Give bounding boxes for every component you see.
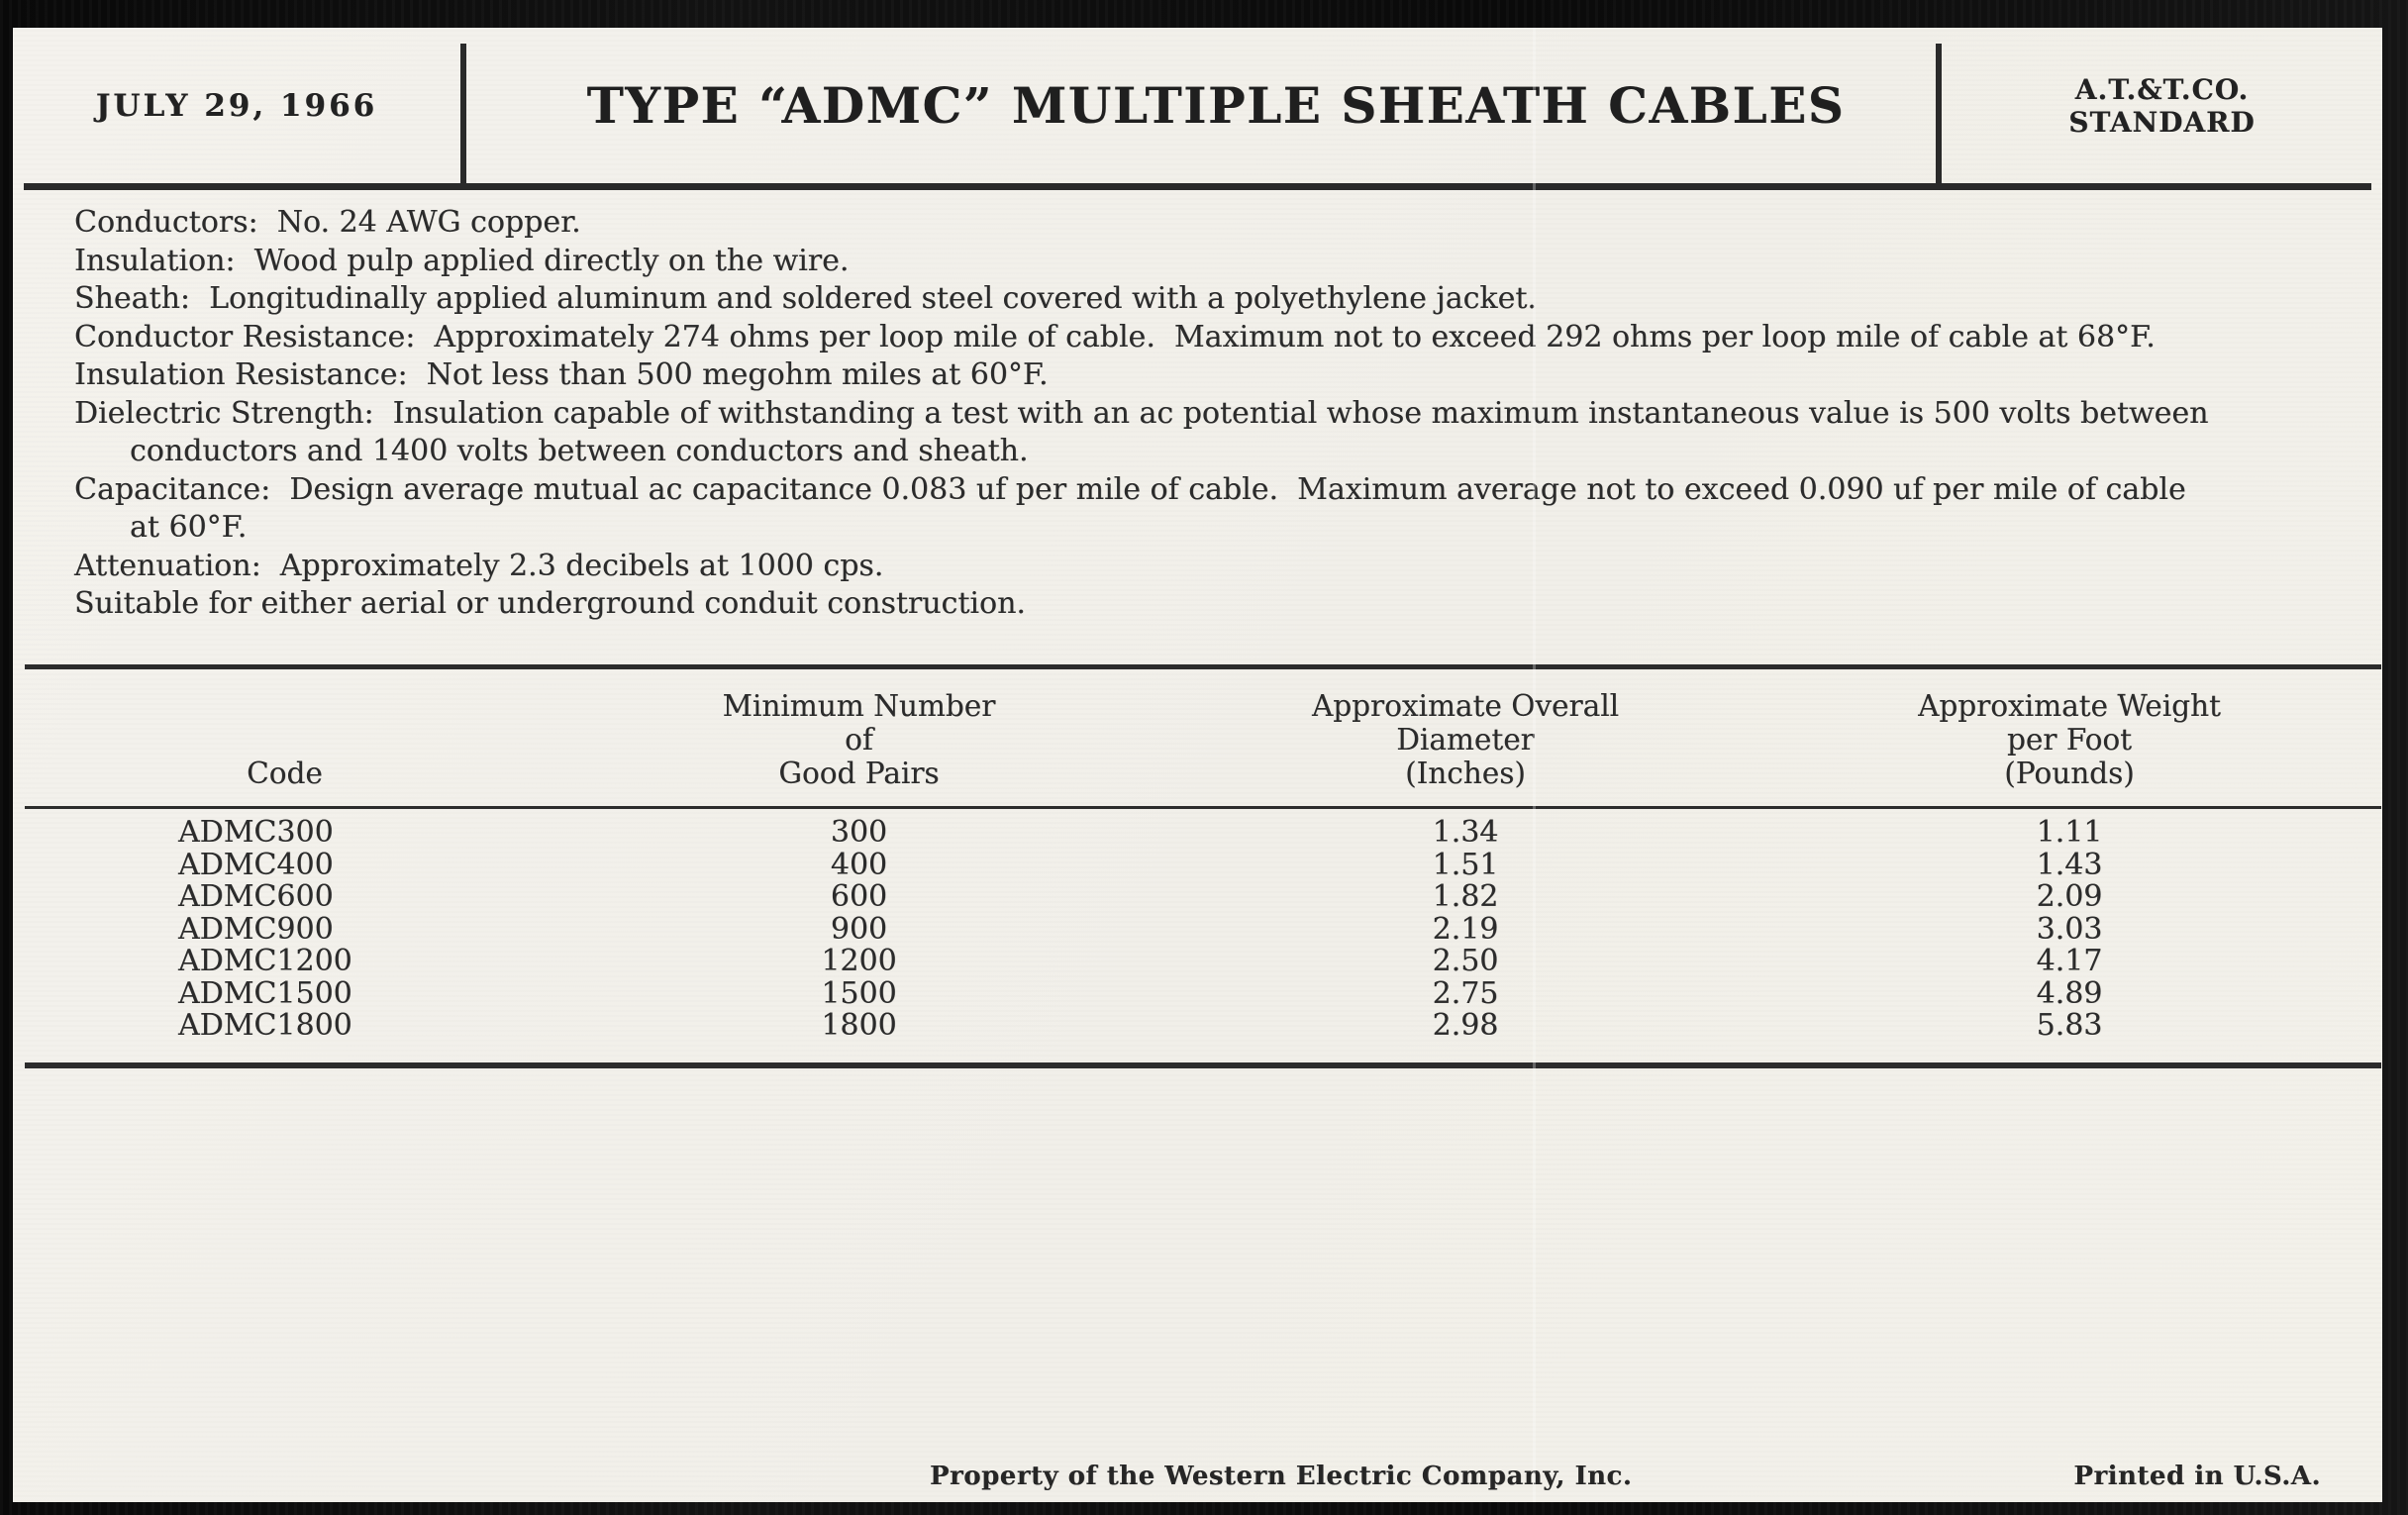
table-cell-code: ADMC900 [178,911,334,947]
table-column-header-line: Code [247,757,323,790]
table-column-header [545,689,1173,790]
table-column-header-line: per Foot [2006,723,2133,757]
table-cell-weight: 3.03 [2036,911,2103,947]
table-cell-code: ADMC300 [178,815,334,850]
issue-date: JULY 29, 1966 [95,87,378,124]
printed-in-usa: Printed in U.S.A. [2073,1462,2321,1491]
table-cell-weight: 4.89 [2036,975,2103,1011]
table-row [25,911,2381,947]
table-cell-weight: 1.11 [2036,815,2103,850]
table-column-header-line: (Inches) [1405,757,1526,790]
table-cell-diameter: 1.82 [1432,879,1499,914]
spec-line: Conductors: No. 24 AWG copper. [74,205,581,240]
table-column-header-line: of [845,723,873,757]
spec-line: Conductor Resistance: Approximately 274 ohms per loop mile of cable. Maximum not to exceed 292 ohms per loop mile of cable at 68°F. [74,319,2156,354]
standard-company: A.T.&T.CO. [2074,72,2250,106]
table-cell-weight: 5.83 [2036,1008,2103,1043]
table-cell-code: ADMC400 [178,847,334,882]
table-column-header [1757,689,2381,790]
table-column-header [25,757,545,790]
masthead [13,28,2382,183]
document-title: TYPE “ADMC” MULTIPLE SHEATH CABLES [586,76,1846,135]
table-cell-pairs: 1800 [821,1008,897,1043]
table-column-header-line: (Pounds) [2004,757,2135,790]
table-row [25,1010,2381,1043]
table-body [25,809,2381,1062]
table-row [25,847,2381,882]
cable-table [25,664,2381,1068]
table-cell-pairs: 400 [830,847,888,882]
table-cell-pairs: 300 [830,815,888,850]
spec-line: Insulation Resistance: Not less than 500 megohm miles at 60°F. [74,357,1049,392]
table-cell-code: ADMC1500 [178,975,352,1011]
spec-line: conductors and 1400 volts between conductors and sheath. [130,434,1029,468]
spec-line: Attenuation: Approximately 2.3 decibels at 1000 cps. [74,548,884,583]
table-column-header-line: Diameter [1396,723,1535,757]
table-column-header-line: Approximate Weight [1918,689,2221,723]
spec-line: Suitable for either aerial or underground conduit construction. [74,586,1026,621]
table-cell-code: ADMC600 [178,879,334,914]
table-column-header-line: Minimum Number [722,689,996,723]
table-cell-weight: 4.17 [2036,944,2103,978]
spec-line: Insulation: Wood pulp applied directly on the wire. [74,243,850,278]
table-cell-diameter: 2.50 [1432,944,1499,978]
table-cell-diameter: 1.34 [1432,815,1499,850]
table-column-header [1173,689,1757,790]
table-cell-diameter: 1.51 [1432,847,1499,882]
table-rule-bottom [25,1062,2381,1068]
spec-line: at 60°F. [130,510,248,545]
spec-line: Sheath: Longitudinally applied aluminum and soldered steel covered with a polyethylene jacket. [74,281,1537,316]
table-cell-weight: 2.09 [2036,879,2103,914]
table-cell-pairs: 1200 [821,944,897,978]
property-notice: Property of the Western Electric Company, Inc. [930,1462,1633,1491]
table-column-header-line: Good Pairs [778,757,940,790]
table-row [25,975,2381,1011]
document-page [13,28,2382,1502]
standard-label: STANDARD [2068,105,2256,139]
masthead-rule [24,183,2371,190]
table-cell-diameter: 2.75 [1432,975,1499,1011]
table-cell-pairs: 600 [830,879,888,914]
standard-designation [1942,28,2382,183]
spec-list [74,204,2376,624]
table-row [25,946,2381,978]
table-cell-code: ADMC1800 [178,1008,352,1043]
table-cell-pairs: 900 [830,911,888,947]
table-column-header-line: Approximate Overall [1311,689,1620,723]
table-cell-diameter: 2.19 [1432,911,1499,947]
table-header-row [25,669,2381,806]
spec-line: Dielectric Strength: Insulation capable of withstanding a test with an ac potential whose maximum instantaneous value is 500 volts between [74,395,2209,431]
table-cell-pairs: 1500 [821,975,897,1011]
spec-line: Capacitance: Design average mutual ac capacitance 0.083 uf per mile of cable. Maximum average not to exceed 0.090 uf per mile of cable [74,471,2186,507]
table-row [25,817,2381,850]
table-cell-diameter: 2.98 [1432,1008,1499,1043]
table-cell-weight: 1.43 [2036,847,2103,882]
table-cell-code: ADMC1200 [178,944,352,978]
table-row [25,881,2381,914]
